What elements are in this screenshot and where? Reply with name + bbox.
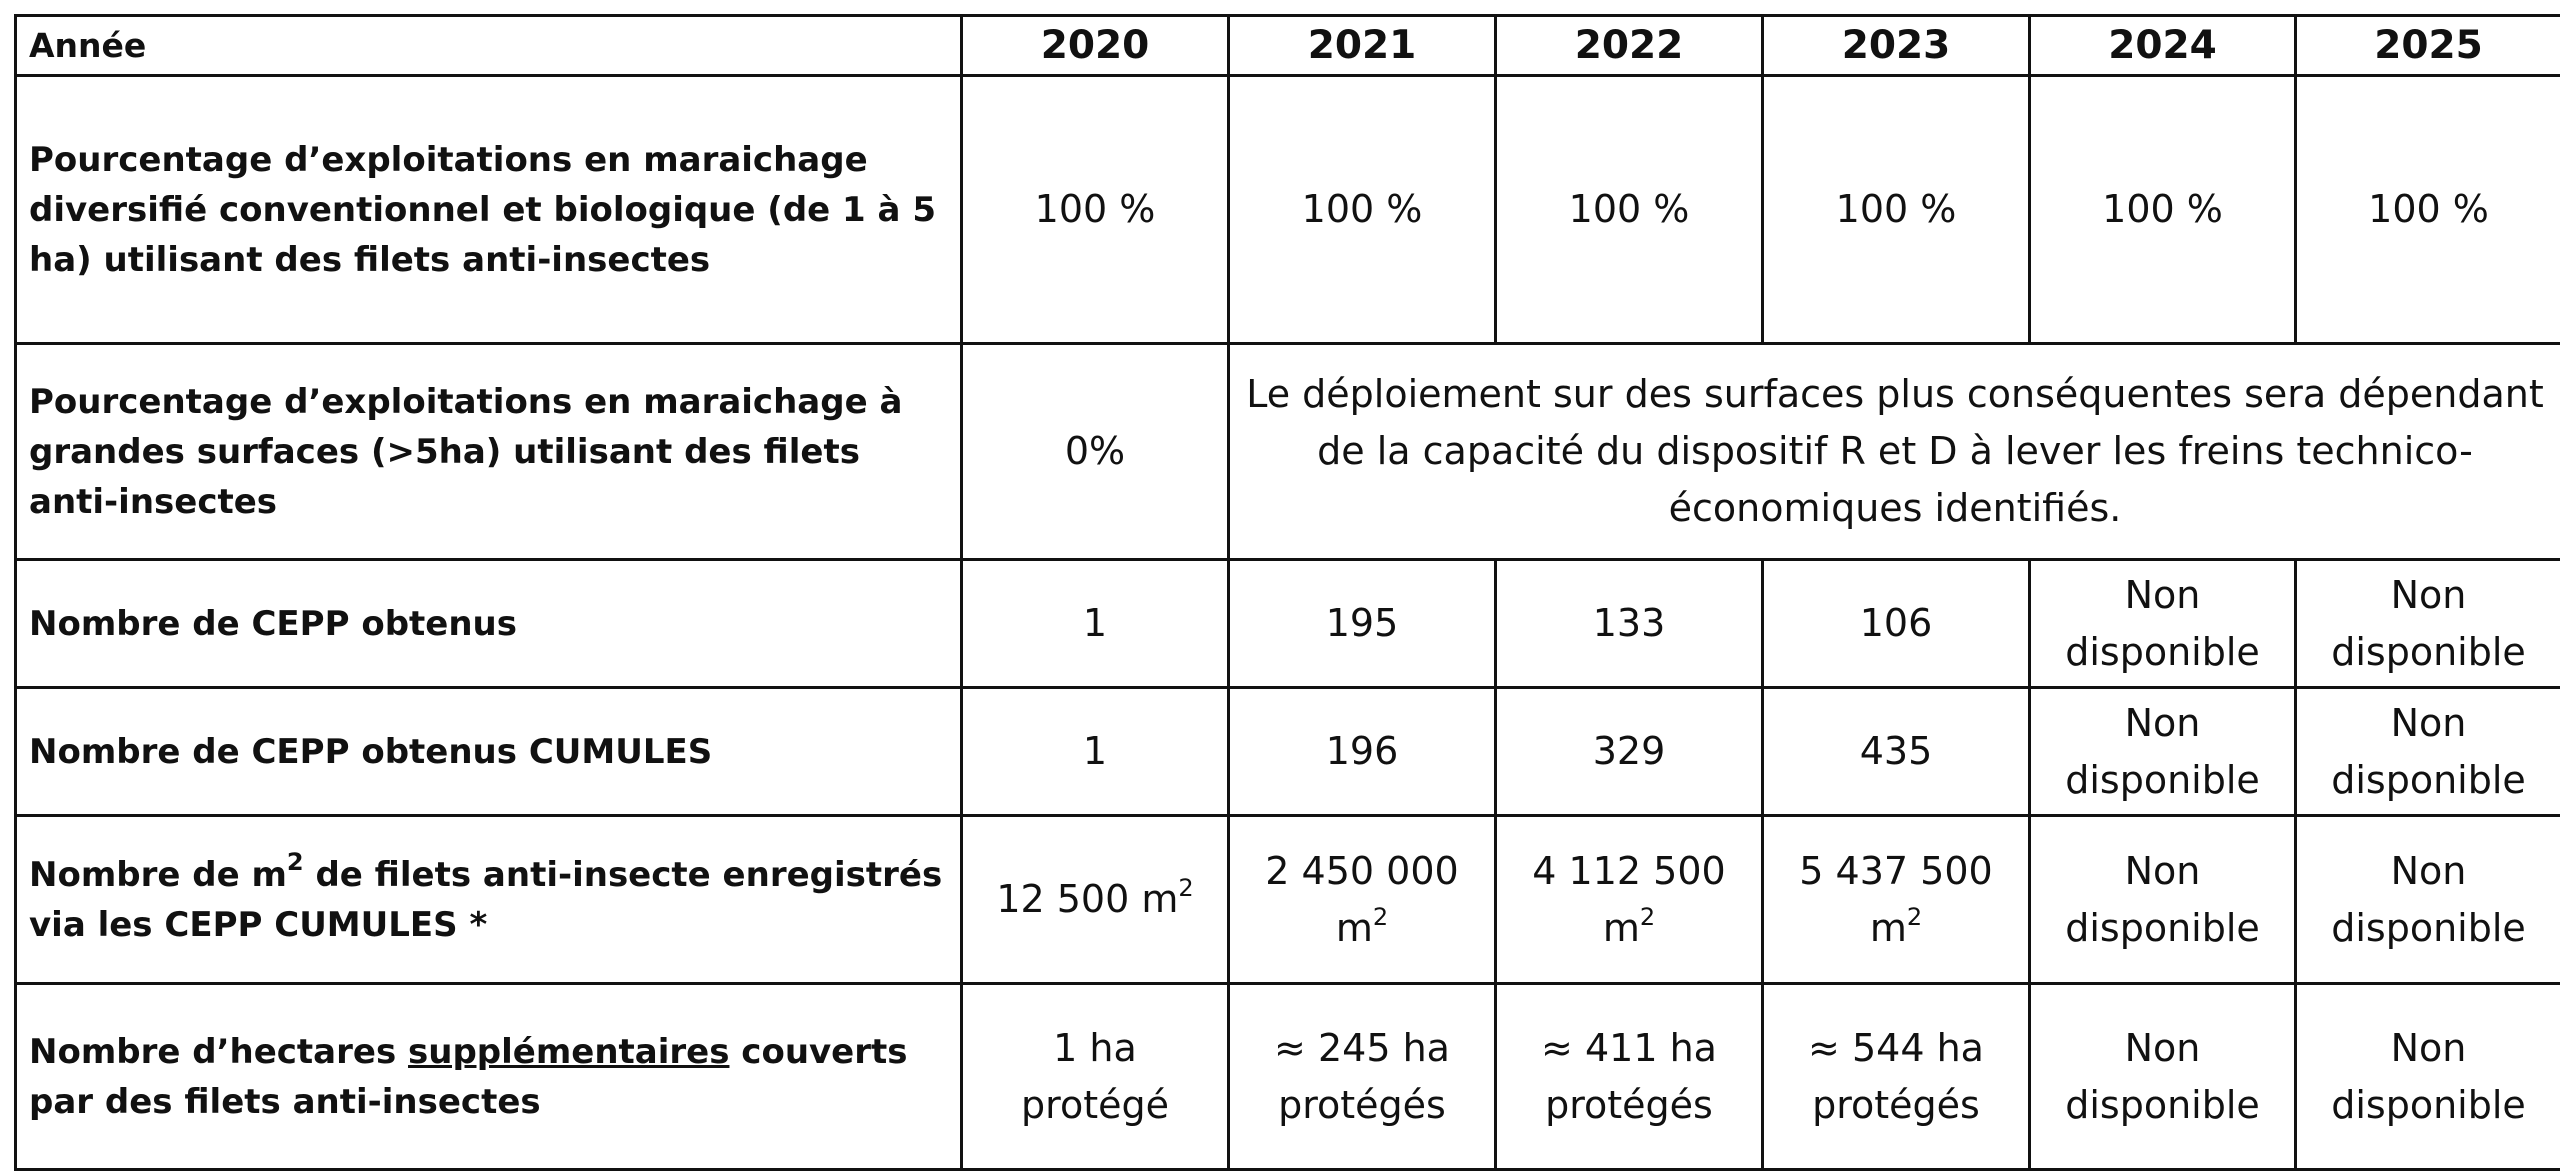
unit: m [1602, 905, 1640, 950]
cell: 100 % [1763, 76, 2030, 344]
cell: ≈ 245 ha protégés [1229, 984, 1496, 1170]
superscript: 2 [1906, 902, 1923, 931]
cell: Non disponible [2296, 984, 2560, 1170]
cell: Non disponible [2296, 560, 2560, 688]
header-row [16, 16, 2560, 76]
cell [1496, 816, 1763, 984]
superscript: 2 [1178, 874, 1194, 902]
row-label: Nombre de CEPP obtenus CUMULES [16, 688, 962, 816]
number: 4 112 500 [1532, 848, 1726, 893]
unit: m [1335, 905, 1373, 950]
cell: 100 % [962, 76, 1229, 344]
cell: 100 % [2296, 76, 2560, 344]
cell: Non disponible [2030, 984, 2296, 1170]
number: 5 437 500 [1799, 848, 1993, 893]
year-2025: 2025 [2296, 16, 2560, 76]
label-part: Nombre d’hectares [29, 1031, 409, 1072]
cell: 1 ha protégé [962, 984, 1229, 1170]
cell: 106 [1763, 560, 2030, 688]
row-label [16, 816, 962, 984]
cell: ≈ 544 ha protégés [1763, 984, 2030, 1170]
cell: 1 [962, 688, 1229, 816]
underlined-word: supplémentaires [408, 1031, 730, 1072]
year-2020: 2020 [962, 16, 1229, 76]
number: 2 450 000 [1265, 848, 1459, 893]
cell: 100 % [1229, 76, 1496, 344]
cell: 1 [962, 560, 1229, 688]
cell: ≈ 411 ha protégés [1496, 984, 1763, 1170]
table-row [16, 560, 2560, 688]
unit: m [1869, 905, 1907, 950]
header-label: Année [16, 16, 962, 76]
year-2021: 2021 [1229, 16, 1496, 76]
table-row [16, 816, 2560, 984]
label-part: couverts par des filets anti-insectes [29, 1031, 908, 1122]
unit: m [1141, 877, 1179, 921]
cell: 100 % [1496, 76, 1763, 344]
table-row [16, 984, 2560, 1170]
table-row [16, 688, 2560, 816]
cell: Non disponible [2296, 688, 2560, 816]
cell: Non disponible [2030, 560, 2296, 688]
cell: Non disponible [2030, 816, 2296, 984]
number: 12 500 [996, 877, 1130, 921]
cell: 133 [1496, 560, 1763, 688]
row-label: Nombre de CEPP obtenus [16, 560, 962, 688]
cell [962, 816, 1229, 984]
cell [1229, 816, 1496, 984]
data-table [14, 14, 2560, 1171]
cell: Non disponible [2030, 688, 2296, 816]
label-part: de filets anti-insecte enregistrés via les CEPP CUMULES * [29, 854, 943, 945]
superscript: 2 [1639, 902, 1656, 931]
year-2023: 2023 [1763, 16, 2030, 76]
merged-note-cell: Le déploiement sur des surfaces plus conséquentes sera dépendant de la capacité du dispositif R et D à lever les freins technico-économiques identifiés. [1229, 344, 2560, 560]
cell: 0% [962, 344, 1229, 560]
superscript: 2 [286, 847, 304, 876]
label-part: Nombre de m [29, 854, 287, 895]
cell [1763, 816, 2030, 984]
year-2024: 2024 [2030, 16, 2296, 76]
cell: 195 [1229, 560, 1496, 688]
cell: 329 [1496, 688, 1763, 816]
cell: 100 % [2030, 76, 2296, 344]
year-2022: 2022 [1496, 16, 1763, 76]
cell: 435 [1763, 688, 2030, 816]
row-label: Pourcentage d’exploitations en maraichage à grandes surfaces (>5ha) utilisant des filets anti-insectes [16, 344, 962, 560]
row-label: Pourcentage d’exploitations en maraichage diversifié conventionnel et biologique (de 1 à 5 ha) utilisant des filets anti-insectes [16, 76, 962, 344]
cell: Non disponible [2296, 816, 2560, 984]
superscript: 2 [1372, 902, 1389, 931]
table-row [16, 76, 2560, 344]
table-row [16, 344, 2560, 560]
cell: 196 [1229, 688, 1496, 816]
row-label [16, 984, 962, 1170]
